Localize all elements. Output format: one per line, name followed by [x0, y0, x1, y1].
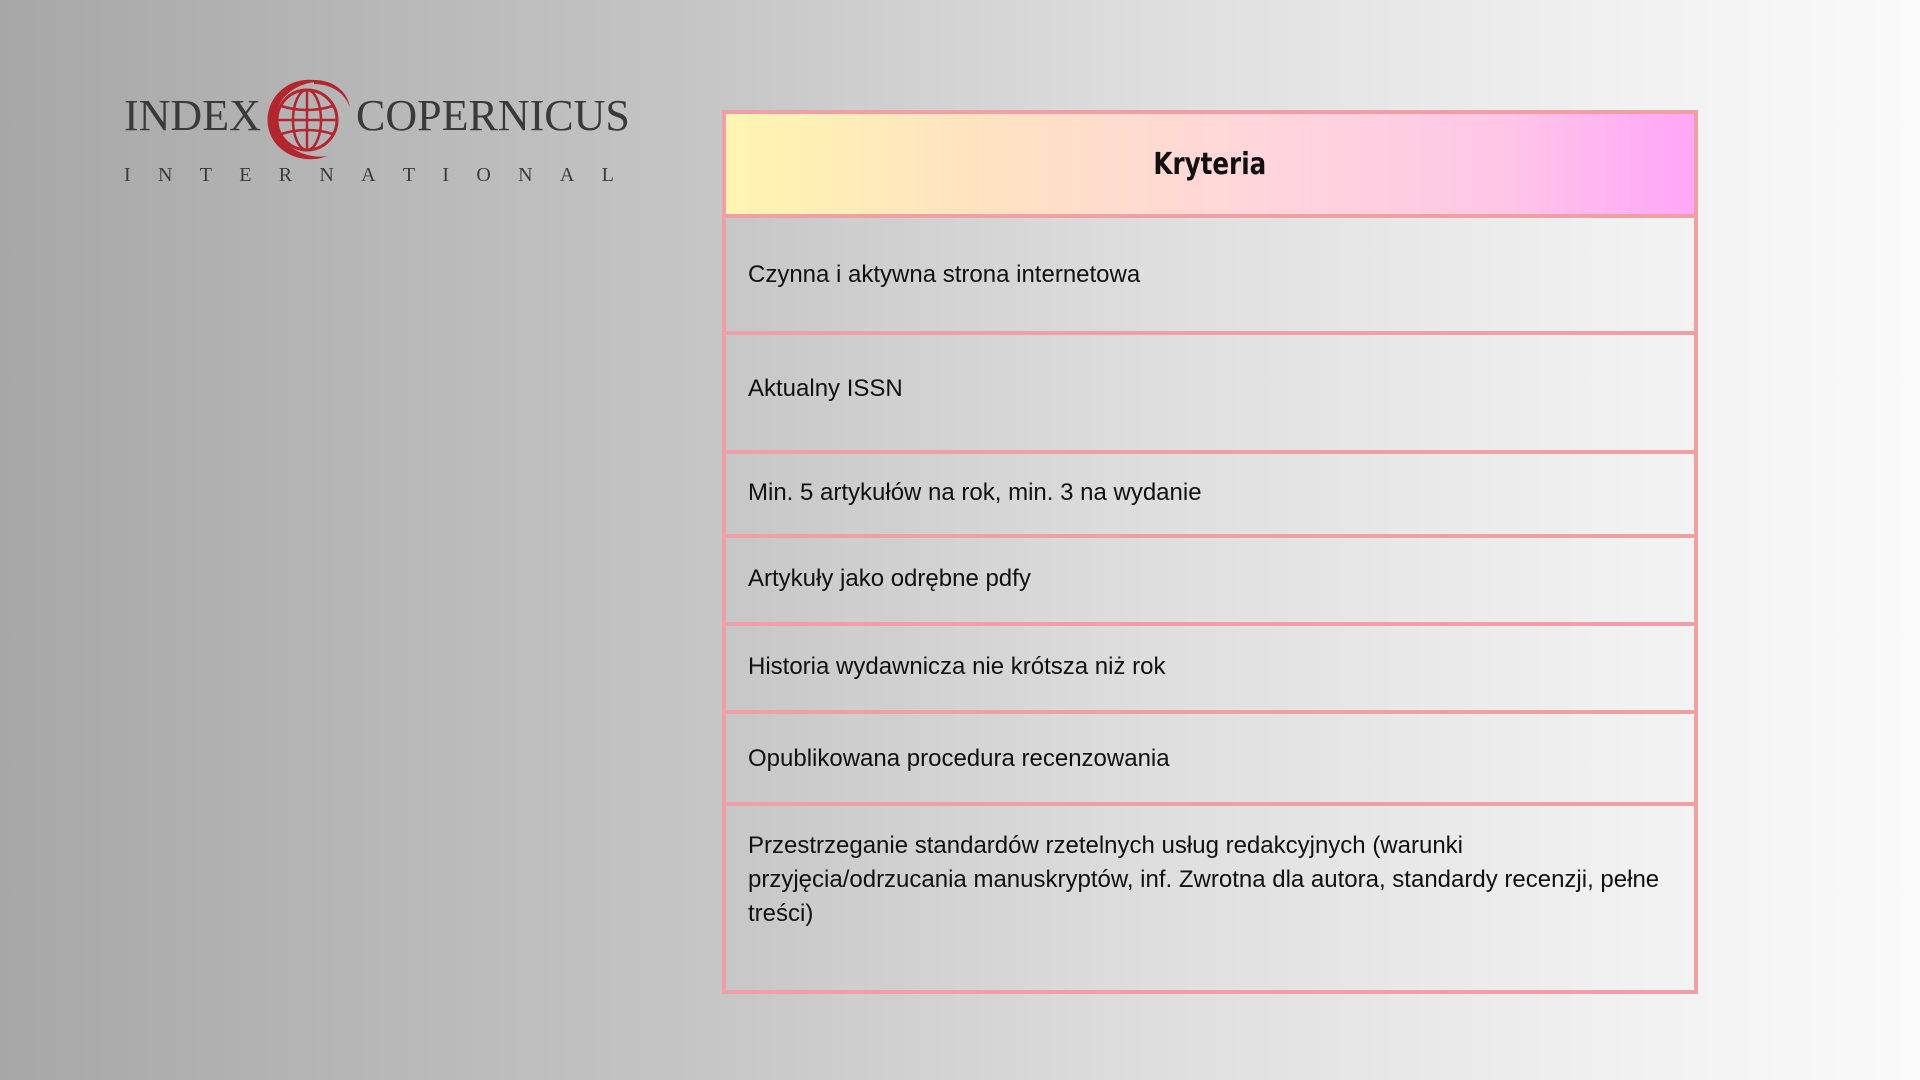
table-row: Przestrzeganie standardów rzetelnych usług redakcyjnych (warunki przyjęcia/odrzucania manuskryptów, inf. Zwrotna dla autora, standardy recenzji, pełne treści)	[748, 832, 1660, 927]
table-header-label: Kryteria	[1153, 146, 1267, 182]
table-row: Historia wydawnicza nie krótsza niż rok	[726, 626, 1694, 714]
logo-wordmark	[124, 72, 630, 172]
logo-subtitle-letter: I	[442, 164, 450, 186]
logo-word-index: INDEX	[124, 91, 261, 140]
table-row: Artykuły jako odrębne pdfy	[726, 538, 1694, 626]
logo-subtitle-letter: T	[402, 164, 416, 186]
table-row: Min. 5 artykułów na rok, min. 3 na wydanie	[726, 454, 1694, 538]
table-row: Opublikowana procedura recenzowania	[726, 714, 1694, 806]
globe-icon	[262, 74, 352, 164]
table-row: Czynna i aktywna strona internetowa	[726, 218, 1694, 335]
table-header	[726, 114, 1694, 218]
logo-subtitle-letter: I	[124, 164, 131, 186]
index-copernicus-logo	[124, 72, 630, 202]
logo-subtitle-letter: T	[199, 164, 212, 186]
logo-subtitle-letter: N	[518, 164, 533, 186]
logo-subtitle-letter: A	[559, 164, 575, 186]
logo-subtitle-letter: E	[239, 164, 252, 186]
logo-subtitle-letter: A	[361, 164, 376, 186]
logo-subtitle-letter: L	[601, 164, 614, 186]
criteria-table	[722, 110, 1698, 994]
logo-subtitle-letter: N	[157, 164, 173, 186]
logo-subtitle-letter: O	[476, 164, 491, 186]
logo-subtitle	[124, 164, 614, 187]
table-row: Aktualny ISSN	[726, 335, 1694, 454]
logo-word-copernicus: COPERNICUS	[356, 91, 630, 140]
logo-subtitle-letter: R	[278, 164, 293, 186]
logo-subtitle-letter: N	[319, 164, 334, 186]
